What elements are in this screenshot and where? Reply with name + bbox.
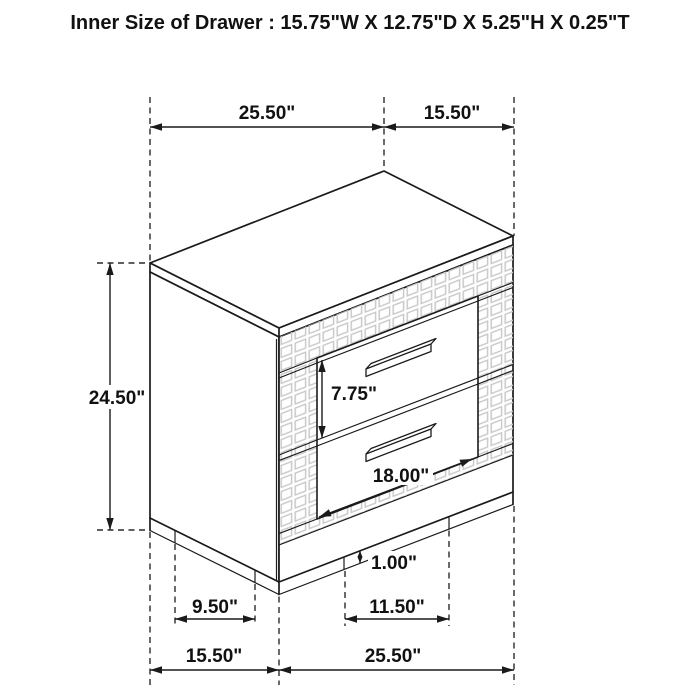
dim-top-depth xyxy=(384,103,514,127)
dim-overall-height xyxy=(85,263,149,530)
dim-base-width xyxy=(279,646,514,670)
dim-base-depth-label: 15.50" xyxy=(185,646,243,667)
dim-front-feet-spacing-label: 11.50" xyxy=(369,597,425,618)
dim-top-width xyxy=(150,103,384,127)
dim-base-depth xyxy=(150,646,279,670)
dim-base-width-label: 25.50" xyxy=(364,646,422,667)
dim-drawer-height-label: 7.75" xyxy=(331,384,377,405)
page-title: Inner Size of Drawer : 15.75"W X 12.75"D X 5.25"H X 0.25"T xyxy=(70,12,630,34)
dim-overall-height-label: 24.50" xyxy=(88,388,146,409)
dim-side-feet-spacing-label: 9.50" xyxy=(192,597,238,618)
dim-top-depth-label: 15.50" xyxy=(423,103,481,124)
dim-drawer-width-label: 18.00" xyxy=(372,466,430,487)
dim-foot-height xyxy=(360,551,420,574)
dim-top-width-label: 25.50" xyxy=(238,103,296,124)
dim-side-feet-spacing xyxy=(175,597,255,619)
dim-front-feet-spacing xyxy=(345,597,449,619)
dim-foot-height-label: 1.00" xyxy=(371,553,417,574)
